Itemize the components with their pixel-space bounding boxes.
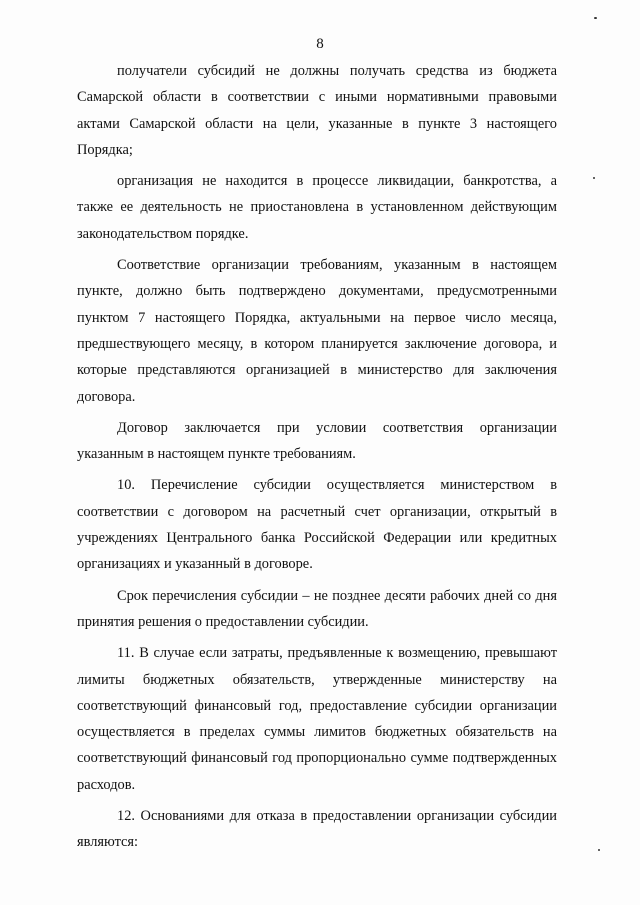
scan-speck [598,849,600,851]
paragraph-contract-condition: Договор заключается при условии соответствия организации указанным в настоящем пункте требованиям. [77,419,557,463]
scan-speck [593,177,595,179]
paragraph-item-11-limits: 11. В случае если затраты, предъявленные к возмещению, превышают лимиты бюджетных обязательств, утвержденные министерству на соответствующий финансовый год, предоставление субсидии организации осуществляется в пределах суммы лимитов бюджетных обязательств на соответствующий финансовый год пропорционально сумме подтвержденных расходов. [77,645,557,793]
document-body [77,58,557,861]
page-number: 8 [316,36,324,52]
paragraph-item-12-refusal-grounds: 12. Основаниями для отказа в предоставлении организации субсидии являются: [77,808,557,851]
paragraph-liquidation-condition: организация не находится в процессе ликвидации, банкротства, а также ее деятельность не приостановлена в установленном действующим законодательством порядке. [77,173,557,242]
paragraph-recipients-condition: получатели субсидий не должны получать средства из бюджета Самарской области в соответствии с иными нормативными правовыми актами Самарской области на цели, указанные в пункте 3 настоящего Порядка; [77,63,557,158]
paragraph-transfer-deadline: Срок перечисления субсидии – не позднее десяти рабочих дней со дня принятия решения о предоставлении субсидии. [77,587,557,630]
scan-speck [594,17,597,19]
paragraph-item-10-transfer: 10. Перечисление субсидии осуществляется министерством в соответствии с договором на расчетный счет организации, открытый в учреждениях Центрального банка Российской Федерации или кредитных организациях и указанный в договоре. [77,477,557,573]
paragraph-compliance-documents: Соответствие организации требованиям, указанным в настоящем пункте, должно быть подтверждено документами, предусмотренными пунктом 7 настоящего Порядка, актуальными на первое число месяца, предшествующего месяцу, в котором планируется заключение договора, и которые представляются организацией в министерство для заключения договора. [77,257,557,405]
